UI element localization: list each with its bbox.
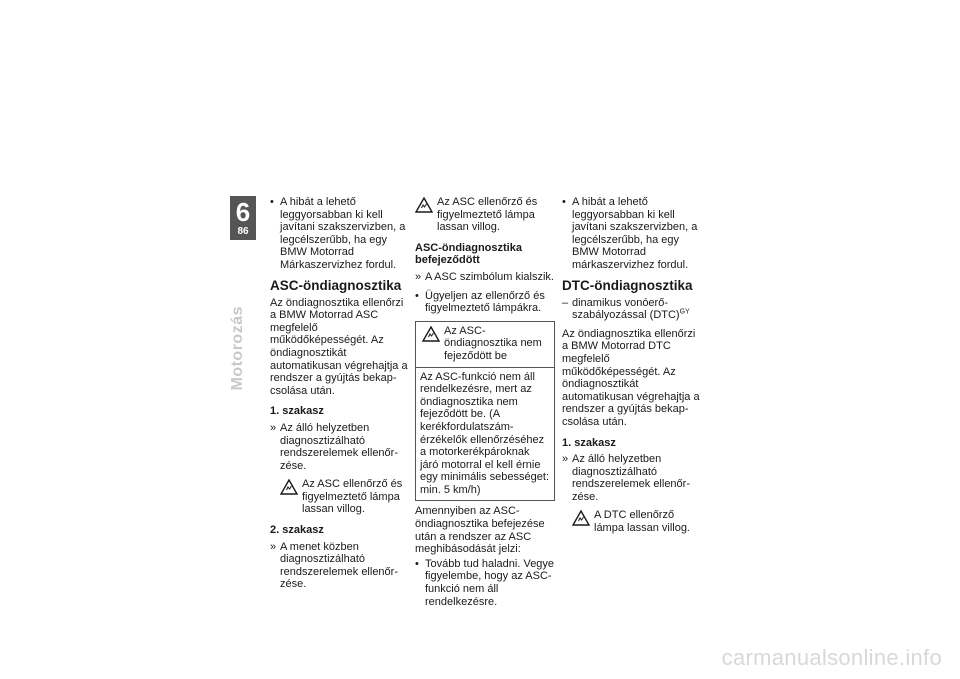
chapter-tab	[230, 196, 256, 240]
warning-note	[415, 196, 555, 234]
dash-marker: –	[562, 296, 569, 309]
info-table-title: Az ASC-öndiagnosztika nem fejeződött be	[444, 324, 542, 362]
warning-triangle-icon	[415, 197, 433, 213]
warning-text: A DTC ellenőrző lámpa lassan villog.	[594, 509, 690, 535]
warning-note	[280, 478, 410, 516]
warning-triangle-icon	[280, 479, 298, 495]
chapter-number: 6	[235, 197, 251, 227]
list-item-text: Ügyeljen az ellenőrző és figyelmeztető lámpákra.	[425, 289, 545, 315]
list-item	[415, 290, 555, 315]
section-heading: ASC-öndiagnosztika befejeződött	[415, 241, 522, 267]
column-3	[562, 196, 702, 543]
bullet-marker: •	[562, 196, 566, 208]
action-marker: »	[415, 270, 422, 283]
warning-triangle-icon	[572, 510, 590, 526]
action-item	[562, 453, 702, 503]
step-heading: 1. szakasz	[270, 405, 324, 418]
action-text: Az álló helyzetben diagnosztizálható rendszerelemek ellenőrzése.	[280, 421, 399, 472]
list-item-text: A hibát a lehető leggyorsabban ki kell javítani szakszervizben, a legcélszerűbb, ha egy BMW Motorrad márkaszervizhez fordul.	[572, 196, 698, 271]
watermark: carmanualsonline.info	[721, 645, 942, 670]
list-item	[415, 558, 555, 608]
bullet-marker: •	[415, 289, 419, 302]
list-item-text: A hibát a lehető leggyorsabban ki kell javítani szakszervizben, a legcélszerűbb, ha egy BMW Motorrad Márkaszervizhez fordul.	[280, 196, 406, 271]
info-table	[415, 321, 555, 502]
paragraph: Az öndiagnosztika ellenőrzi a BMW Motorrad DTC megfelelő működőképességét. Az öndiagnosztikát automatikusan végrehajtja a rendszer a gyújtás bekapcsolása után.	[562, 327, 700, 428]
bullet-marker: •	[270, 196, 274, 208]
list-item-text: Tovább tud haladni. Vegye figyelembe, hogy az ASC-funkció nem áll rendelkezésre.	[425, 557, 555, 608]
section-label-wrap	[228, 250, 248, 390]
action-marker: »	[270, 421, 277, 434]
warning-note	[572, 509, 702, 534]
action-marker: »	[270, 540, 277, 553]
section-label: Motorozás	[229, 305, 246, 390]
dash-item	[562, 297, 702, 322]
action-text: A menet közben diagnosztizálható rendszerelemek ellenőrzése.	[280, 540, 399, 591]
section-heading: DTC-öndiagnosztika	[562, 277, 693, 293]
step-heading: 1. szakasz	[562, 436, 616, 449]
action-text: Az álló helyzetben diagnosztizálható rendszerelemek ellenőrzése.	[572, 453, 691, 503]
action-marker: »	[562, 453, 569, 466]
dash-item-text: dinamikus vonóerő-szabályozással (DTC)	[572, 296, 680, 322]
warning-triangle-icon	[422, 326, 440, 342]
column-1	[270, 196, 410, 597]
info-table-body: Az ASC-funkció nem áll rendelkezésre, mert az öndiagnosztika nem fejeződött be. (A kerékfordulatszám-érzékelők ellenőrzéséhez a motorkerékpároknak járó motorral el kell érnie egy minimális sebességet: min. 5 km/h)	[420, 370, 550, 496]
action-item	[415, 271, 555, 284]
section-heading: ASC-öndiagnosztika	[270, 277, 402, 293]
model-superscript: GY	[679, 308, 690, 316]
chapter-box	[230, 196, 256, 240]
step-heading: 2. szakasz	[270, 524, 324, 537]
info-table-header	[416, 322, 554, 368]
warning-text: Az ASC ellenőrző és figyelmeztető lámpa lassan villog.	[302, 478, 403, 516]
action-item	[270, 422, 410, 472]
list-item	[270, 196, 410, 272]
bullet-marker: •	[415, 557, 419, 570]
paragraph: Amennyiben az ASC-öndiagnosztika befejezése után a rendszer az ASC meghibásodását jelzi:	[415, 505, 545, 556]
page-number: 86	[237, 226, 249, 237]
column-2	[415, 196, 555, 614]
warning-text: Az ASC ellenőrző és figyelmeztető lámpa lassan villog.	[437, 196, 538, 234]
action-text: A ASC szimbólum kialszik.	[425, 270, 554, 283]
list-item	[562, 196, 702, 272]
paragraph: Az öndiagnosztika ellenőrzi a BMW Motorrad ASC megfelelő működőképességét. Az öndiagnosztikát automatikusan végrehajtja a rendszer a gyújtás bekapcsolása után.	[270, 296, 408, 397]
action-item	[270, 541, 410, 591]
